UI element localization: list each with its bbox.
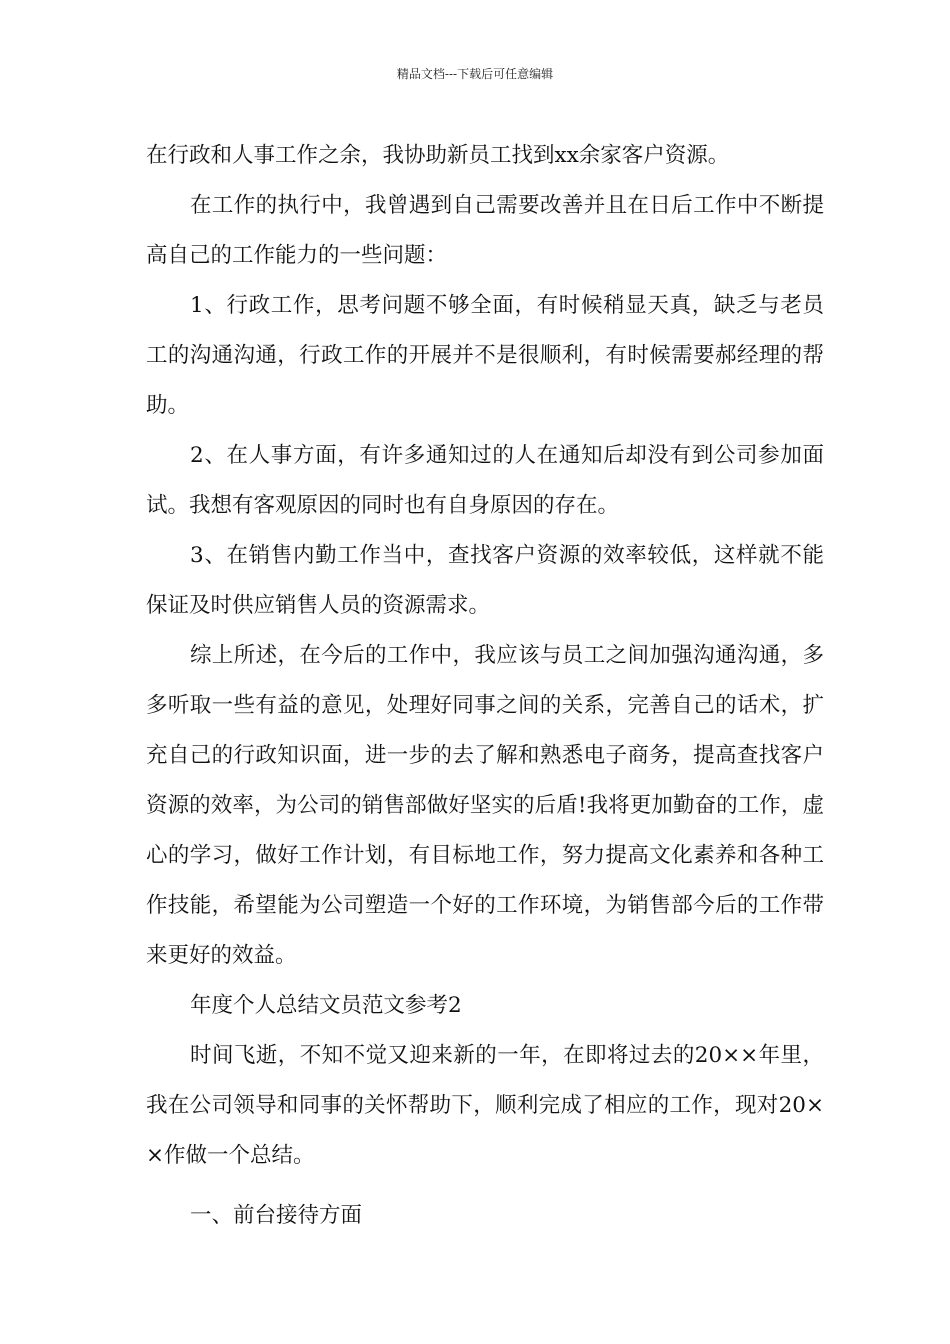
paragraph-7: 时间飞逝，不知不觉又迎来新的一年，在即将过去的20××年里，我在公司领导和同事的关怀帮助下，顺利完成了相应的工作，现对20××作做一个总结。 xyxy=(146,1043,824,1168)
paragraph-1: 在行政和人事工作之余，我协助新员工找到xx余家客户资源。 xyxy=(146,143,730,168)
paragraph-5: 3、在销售内勤工作当中，查找客户资源的效率较低，这样就不能保证及时供应销售人员的资源需求。 xyxy=(146,543,824,618)
document-body xyxy=(146,131,824,1241)
page-header: 精品文档---下载后可任意编辑 xyxy=(396,67,554,81)
paragraph-6: 综上所述，在今后的工作中，我应该与员工之间加强沟通沟通，多多听取一些有益的意见，处理好同事之间的关系，完善自己的话术，扩充自己的行政知识面，进一步的去了解和熟悉电子商务，提高查找客户资源的效率，为公司的销售部做好坚实的后盾!我将更加勤奋的工作，虚心的学习，做好工作计划，有目标地工作，努力提高文化素养和各种工作技能，希望能为公司塑造一个好的工作环境，为销售部今后的工作带来更好的效益。 xyxy=(146,643,824,968)
section-title: 年度个人总结文员范文参考2 xyxy=(190,993,462,1018)
subsection-heading: 一、前台接待方面 xyxy=(190,1203,363,1228)
paragraph-2: 在工作的执行中，我曾遇到自己需要改善并且在日后工作中不断提高自己的工作能力的一些问题： xyxy=(146,193,824,268)
paragraph-4: 2、在人事方面，有许多通知过的人在通知后却没有到公司参加面试。我想有客观原因的同时也有自身原因的存在。 xyxy=(146,443,824,518)
paragraph-3: 1、行政工作，思考问题不够全面，有时候稍显天真，缺乏与老员工的沟通沟通，行政工作的开展并不是很顺利，有时候需要郝经理的帮助。 xyxy=(146,293,824,418)
